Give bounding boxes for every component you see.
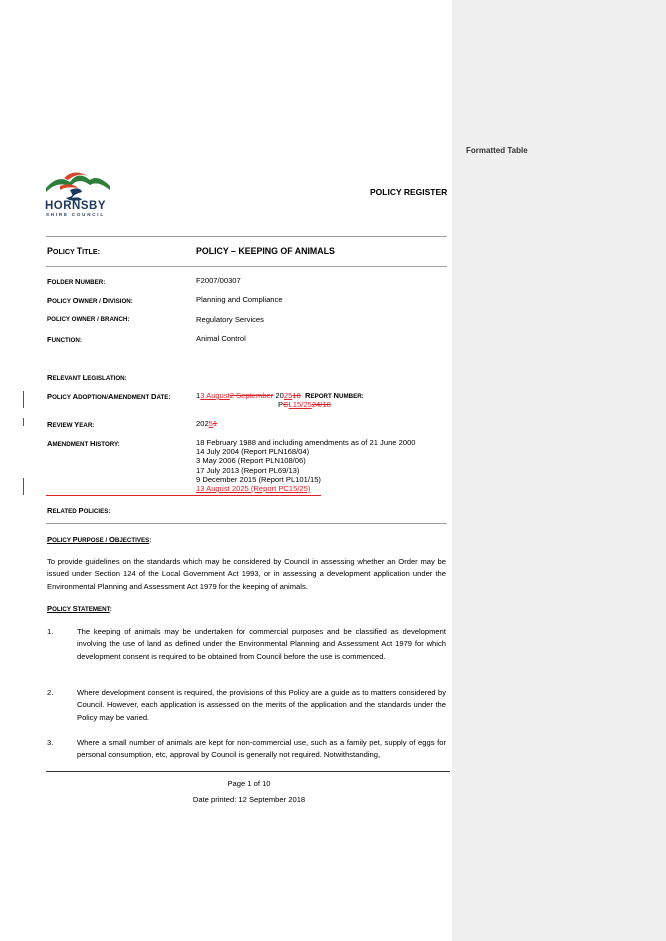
policy-owner-division-label: POLICY OWNER / DIVISION: xyxy=(47,296,133,305)
divider xyxy=(46,266,447,267)
comment-margin-pane xyxy=(452,0,666,941)
statement-item-text: The keeping of animals may be undertaken for commercial purposes and be classified as development involving the use of land as defined under the Environmental Planning and Assessment Act 1979 for which development consent is required to be obtained from Council before the use is commenced. xyxy=(77,627,446,661)
related-policies-label: RELATED POLICIES: xyxy=(47,506,111,515)
policy-title-label: POLICY TITLE: xyxy=(47,246,101,256)
logo-subtext: SHIRE COUNCIL xyxy=(46,212,105,217)
policy-owner-branch-label: POLICY OWNER / BRANCH: xyxy=(47,316,130,323)
report-number-label: REPORT NUMBER: xyxy=(304,391,364,400)
statement-item-text: Where development consent is required, the provisions of this Policy are a guide as to matters considered by Council. However, each application is assessed on the merits of the application and the standards under the Policy may be varied. xyxy=(77,688,446,722)
tracked-change-rule xyxy=(46,495,321,496)
amendment-history-inserted-line: 13 August 2025 (Report PC15/25) xyxy=(196,484,311,494)
change-bar xyxy=(23,391,24,408)
divider xyxy=(46,236,447,237)
policy-purpose-text: To provide guidelines on the standards which may be considered by Council in assessing whether an Order may be issued under Section 124 of the Local Government Act 1993, or in assessing a development application under the Environmental Planning and Assessment Act 1979 for the keeping of animals. xyxy=(47,557,446,591)
function-value: Animal Control xyxy=(196,334,246,343)
review-year-value: 20251 xyxy=(196,419,218,428)
amendment-history-line: 3 May 2006 (Report PLN108/06) xyxy=(196,456,306,466)
adoption-date-value: 13 August2 September 202518 REPORT NUMBER: xyxy=(196,391,364,400)
amendment-history-line: 18 February 1988 and including amendments as of 21 June 2000 xyxy=(196,438,416,447)
amendment-history-line: 17 July 2013 (Report PL69/13) xyxy=(196,465,300,475)
policy-title-value: POLICY – KEEPING OF ANIMALS xyxy=(196,246,335,256)
formatted-table-note: Formatted Table xyxy=(466,146,528,155)
folder-number-value: F2007/00307 xyxy=(196,276,241,285)
policy-owner-division-value: Planning and Compliance xyxy=(196,295,283,304)
adoption-date-label: POLICY ADOPTION/AMENDMENT DATE: xyxy=(47,392,171,401)
statement-item-number: 3. xyxy=(47,738,54,747)
policy-owner-branch-value: Regulatory Services xyxy=(196,315,264,324)
policy-register-heading: POLICY REGISTER xyxy=(370,187,448,197)
review-year-label: REVIEW YEAR: xyxy=(47,420,95,429)
relevant-legislation-label: RELEVANT LEGISLATION: xyxy=(47,373,127,382)
policy-statement-label: POLICY STATEMENT: xyxy=(47,604,112,613)
folder-number-label: FOLDER NUMBER: xyxy=(47,277,106,286)
footer-divider xyxy=(46,771,450,772)
policy-purpose-label: POLICY PURPOSE / OBJECTIVES: xyxy=(47,535,152,544)
report-number-value: PCL15/2524/18 xyxy=(278,400,331,409)
amendment-history-line: 9 December 2015 (Report PL101/15) xyxy=(196,474,321,484)
page-number: Page 1 of 10 xyxy=(227,779,271,788)
divider xyxy=(46,523,447,524)
function-label: FUNCTION: xyxy=(47,335,82,344)
statement-item-text: Where a small number of animals are kept for non-commercial use, such as a family pet, supply of eggs for personal consumption, etc, approval by Council is generally not required. Notwithstanding, xyxy=(77,738,446,760)
date-printed: Date printed: 12 September 2018 xyxy=(192,795,306,804)
logo-wordmark: HORNSBY xyxy=(45,200,107,212)
amendment-history-list xyxy=(196,438,416,493)
statement-item-number: 2. xyxy=(47,688,54,697)
amendment-history-line: 14 July 2004 (Report PLN168/04) xyxy=(196,447,310,457)
change-bar xyxy=(23,418,24,426)
amendment-history-label: AMENDMENT HISTORY: xyxy=(47,439,120,448)
statement-item-number: 1. xyxy=(47,627,54,636)
change-bar xyxy=(23,478,24,495)
